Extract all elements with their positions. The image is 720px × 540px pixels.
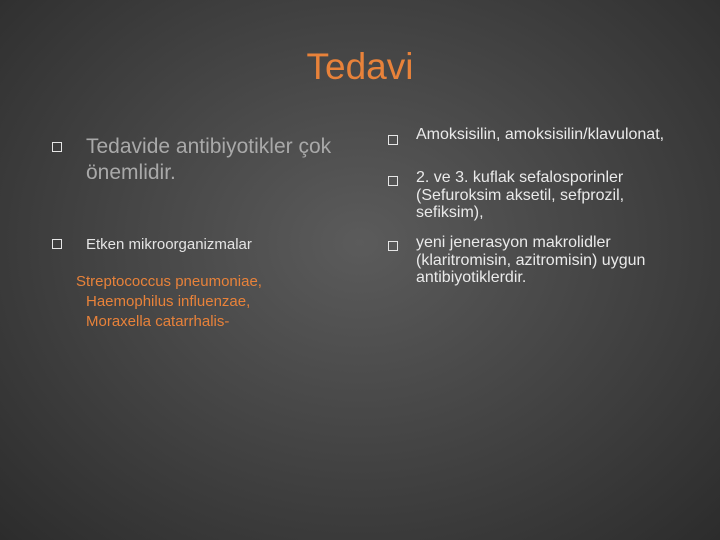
organism-3: Moraxella catarrhalis- xyxy=(86,313,230,330)
organism-2: Haemophilus influenzae, xyxy=(86,293,251,310)
slide-title: Tedavi xyxy=(306,46,414,87)
organism-1: Streptococcus pneumoniae, xyxy=(76,273,262,290)
bullet-icon xyxy=(52,142,62,152)
bullet-icon xyxy=(52,239,62,249)
bullet-icon xyxy=(388,176,398,186)
bullet-icon xyxy=(388,241,398,251)
left-item-2: Etken mikroorganizmalar xyxy=(86,236,252,253)
right-item-1: Amoksisilin, amoksisilin/klavulonat, xyxy=(416,126,665,143)
right-item-3: yeni jenerasyon makrolidler (klaritromisin, azitromisin) uygun antibiyotiklerdir. xyxy=(416,234,646,286)
right-item-2: 2. ve 3. kuflak sefalosporinler (Sefuroksim aksetil, sefprozil, sefiksim), xyxy=(416,169,625,221)
left-item-1: Tedavide antibiyotikler çok önemlidir. xyxy=(86,135,332,184)
bullet-icon xyxy=(388,135,398,145)
